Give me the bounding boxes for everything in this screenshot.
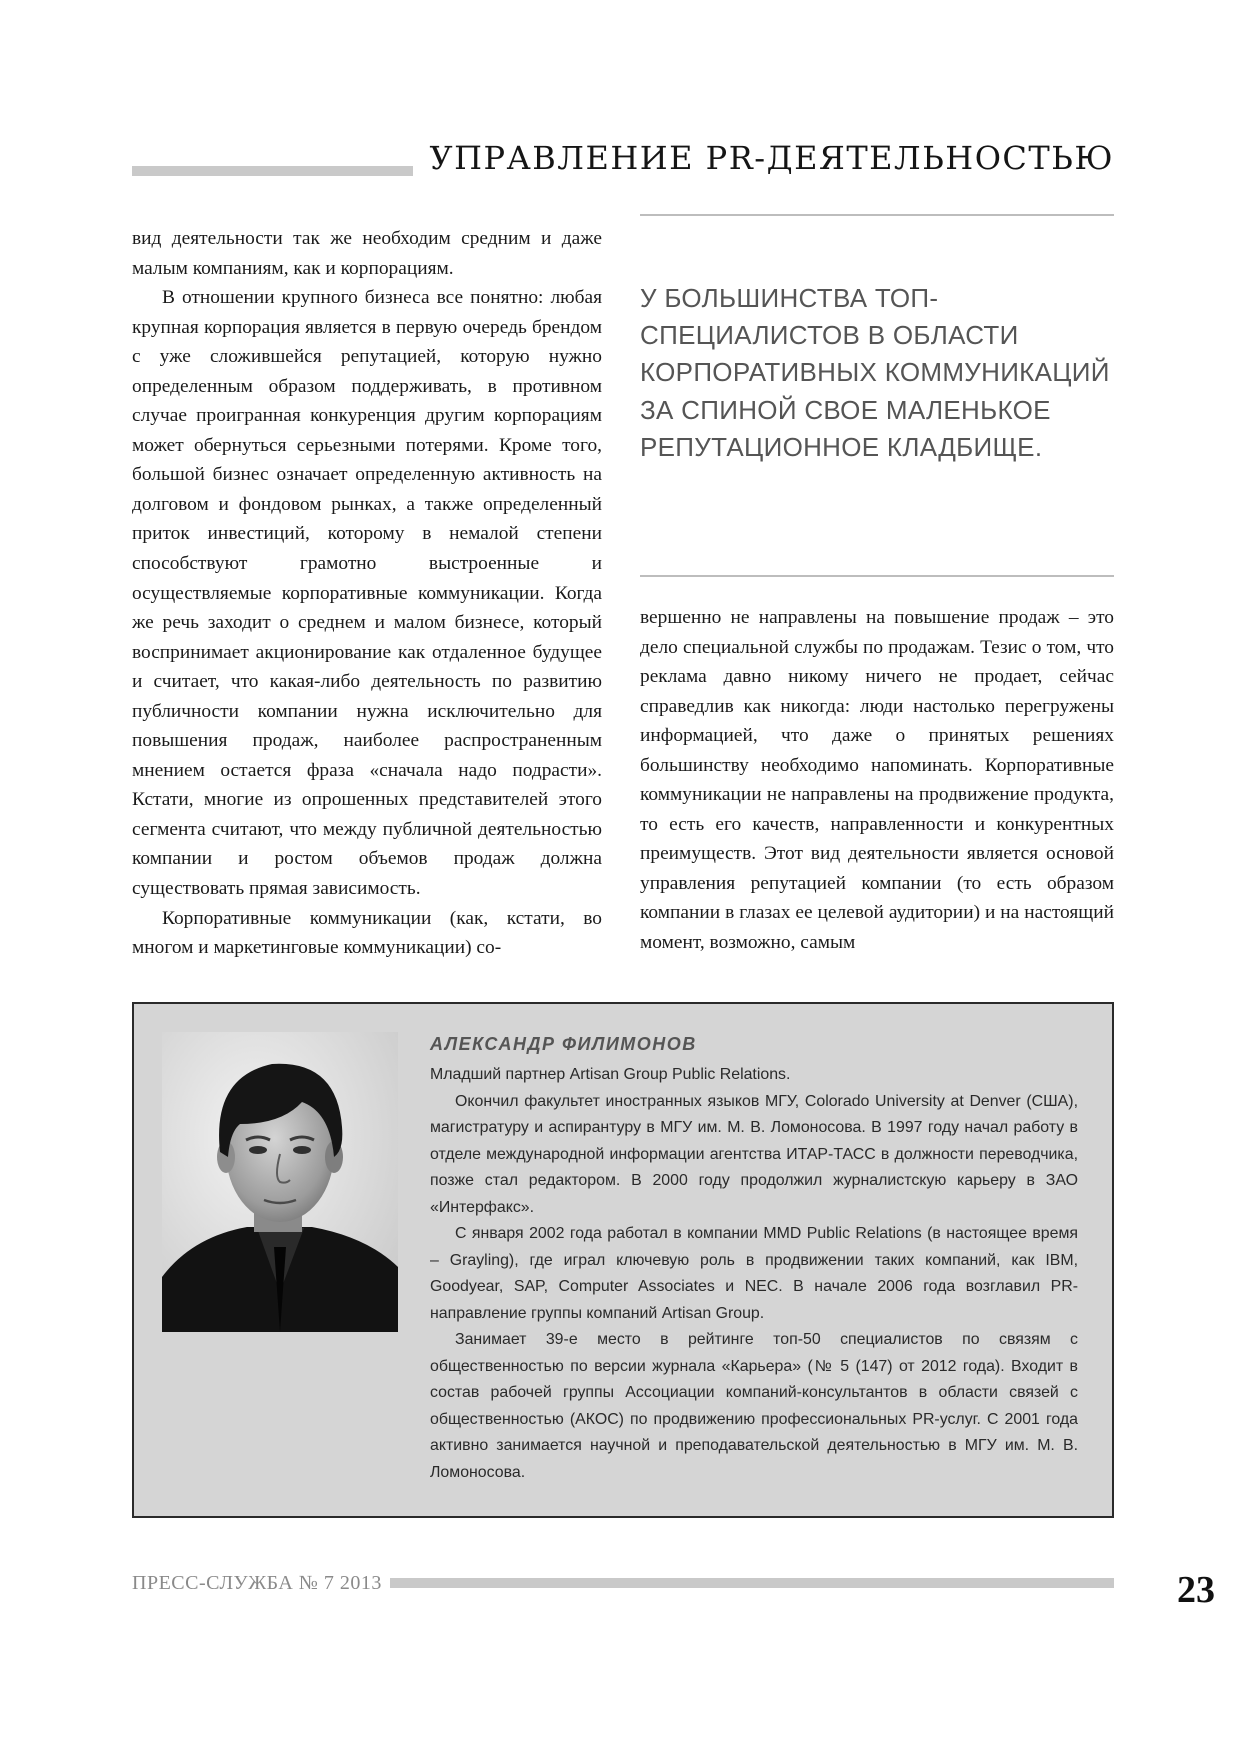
author-bio-text [430, 1030, 1078, 1486]
author-name: АЛЕКСАНДР ФИЛИМОНОВ [430, 1034, 697, 1054]
author-position: Младший партнер Artisan Group Public Relations. [430, 1066, 791, 1083]
article-paragraph: Корпоративные коммуникации (как, кстати, во многом и маркетинговые коммуникации) со- [132, 907, 602, 959]
publication-label: ПРЕСС-СЛУЖБА № 7 2013 [132, 1572, 390, 1594]
page-number: 23 [1171, 1570, 1221, 1610]
bio-paragraph: С января 2002 года работал в компании MMD Public Relations (в настоящее время – Grayling), где играл ключевую роль в продвижении таких компаний, как IBM, Goodyear, SAP, Computer Associates и NEC. В начале 2006 года возглавил PR-направление группы компаний Artisan Group. [430, 1225, 1078, 1322]
author-photo [162, 1032, 398, 1332]
pull-quote-bottom-rule [640, 575, 1114, 577]
article-paragraph: вершенно не направлены на повышение продаж – это дело специальной службы по продажам. Тезис о том, что реклама давно никому ничего не продает, сейчас справедлив как никогда: люди настолько перегружены информацией, что даже о принятых решениях большинству необходимо напоминать. Корпоративные коммуникации не направлены на продвижение продукта, то есть его качеств, направленности и конкурентных преимуществ. Этот вид деятельности является основой управления репутацией компании (то есть образом компании в глазах ее целевой аудитории) и на настоящий момент, возможно, самым [640, 607, 1114, 954]
pull-quote-top-rule [640, 214, 1114, 216]
section-header [132, 140, 1114, 182]
footer-bar [132, 1572, 1114, 1596]
author-bio-box [132, 1002, 1114, 1518]
article-paragraph: В отношении крупного бизнеса все понятно: любая крупная корпорация является в первую очередь брендом с уже сложившейся репутацией, которую нужно определенным образом поддерживать, в противном случае проигранная конкуренция другим корпорациям может обернуться серьезными потерями. Кроме того, большой бизнес означает определенную активность на долговом и фондовом рынках, а также определенный приток инвестиций, которому в немалой степени способствуют грамотно выстроенные и осуществляемые корпоративные коммуникации. Когда же речь заходит о среднем и малом бизнесе, который воспринимает акционирование как отдаленное будущее и считает, что какая-либо деятельность по развитию публичности компании нужна исключительно для повышения продаж, наиболее распространенным мнением остается фраза «сначала надо подрасти». Кстати, многие из опрошенных представителей этого сегмента считают, что между публичной деятельностью компании и ростом объемов продаж должна существовать прямая зависимость. [132, 287, 602, 900]
section-title: УПРАВЛЕНИЕ PR-ДЕЯТЕЛЬНОСТЬЮ [413, 140, 1114, 176]
pull-quote: У БОЛЬШИНСТВА ТОП-СПЕЦИАЛИСТОВ В ОБЛАСТИ КОРПОРАТИВНЫХ КОММУНИКАЦИЙ ЗА СПИНОЙ СВОЕ МАЛЕНЬКОЕ РЕПУТАЦИОННОЕ КЛАДБИЩЕ. [640, 283, 1110, 462]
article-left-column [132, 224, 602, 963]
article-paragraph: вид деятельности так же необходим средним и даже малым компаниям, как и корпорациям. [132, 228, 602, 279]
bio-paragraph: Занимает 39-е место в рейтинге топ-50 специалистов по связям с общественностью по версии журнала «Карьера» (№ 5 (147) от 2012 года). Входит в состав рабочей группы Ассоциации компаний-консультантов в области связей с общественностью (АКОС) по продвижению профессиональных PR-услуг. С 2001 года активно занимается научной и преподавательской деятельностью в МГУ им. М. В. Ломоносова. [430, 1331, 1078, 1481]
bio-paragraph: Окончил факультет иностранных языков МГУ, Colorado University at Denver (США), магистратуру и аспирантуру в МГУ им. М. В. Ломоносова. В 1997 году начал работу в отделе международной информации агентства ИТАР-ТАСС в должности переводчика, позже стал редактором. В 2000 году продолжил журналистскую карьеру в ЗАО «Интерфакс». [430, 1092, 1078, 1216]
article-right-column [640, 603, 1114, 958]
